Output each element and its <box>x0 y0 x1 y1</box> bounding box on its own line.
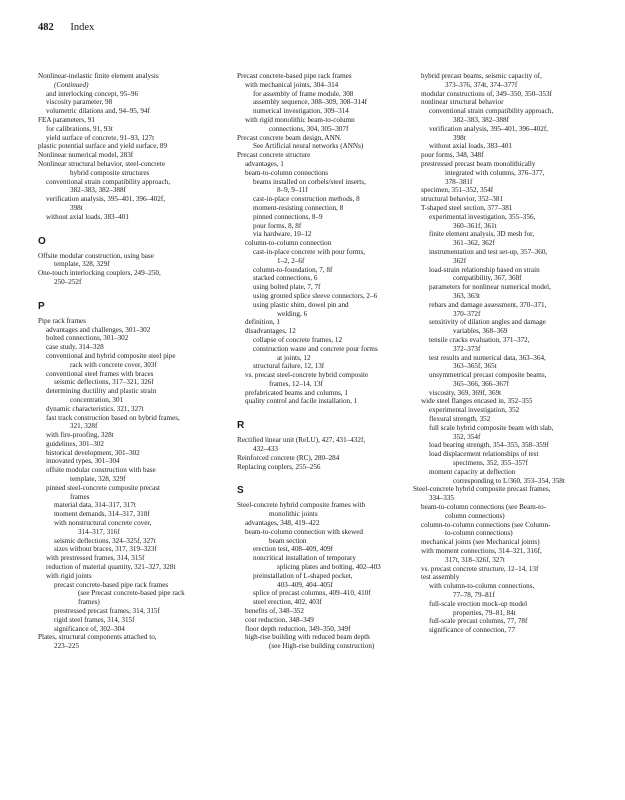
index-entry: Offsite modular construction, using base <box>38 251 154 260</box>
index-entry: splice of precast columns, 409–410, 410f <box>253 589 371 598</box>
index-entry: to-column connections) <box>445 529 513 538</box>
index-entry: 432–433 <box>253 445 278 454</box>
index-entry: construction waste and concrete pour forms <box>253 344 378 353</box>
index-entry: cast-in-place concrete with pour forms, <box>253 247 366 256</box>
page-header <box>38 22 94 33</box>
section-gap <box>237 471 413 479</box>
index-entry: beam-to-column connections <box>245 168 329 177</box>
index-entry: seismic deflections, 324–325f, 327t <box>54 536 156 545</box>
index-entry: column-to-column connections (see Column- <box>421 520 551 529</box>
index-entry: with rigid joints <box>46 571 92 580</box>
index-entry: (see High-rise building construction) <box>269 642 375 651</box>
index-entry: structural behavior, 352–381 <box>421 195 504 204</box>
index-entry: significance of, 302–304 <box>54 624 125 633</box>
index-entry: definition, 1 <box>245 318 280 327</box>
index-entry: beam-to-column connections (see Beam-to- <box>421 503 547 512</box>
index-entry: template, 328, 329f <box>54 260 110 269</box>
index-entry: pour forms, 8, 8f <box>253 221 302 230</box>
index-section-letter: O <box>38 235 46 247</box>
index-entry: 361–362, 362f <box>453 239 495 248</box>
index-entry: flexural strength, 352 <box>429 415 491 424</box>
index-entry: viscosity parameter, 98 <box>46 98 113 107</box>
index-entry: noncritical installation of temporary <box>253 554 356 563</box>
index-entry: finite element analysis, 3D mesh for, <box>429 230 535 239</box>
index-entry: Precast concrete-based pipe rack frames <box>237 72 352 80</box>
index-entry: column connections) <box>445 511 505 520</box>
index-entry: integrated with columns, 376–377, <box>445 168 545 177</box>
index-entry: conventional and hybrid composite steel pipe <box>46 351 176 360</box>
index-entry: compatibility, 367, 368f <box>453 274 522 283</box>
index-entry: 398t <box>453 133 466 142</box>
index-entry: using grouted splice sleeve connectors, 2–6 <box>253 291 378 300</box>
index-entry: high-rise building with reduced beam depth <box>245 633 370 642</box>
index-entry: sensitivity of dilation angles and damage <box>429 318 546 327</box>
index-entry: yield surface of concrete, 91–93, 127t <box>46 133 155 142</box>
index-entry: reduction of material quantity, 321–327, 328t <box>46 563 176 572</box>
index-entry: innovated types, 301–304 <box>46 457 120 466</box>
index-entry: determining ductility and plastic strain <box>46 387 157 396</box>
index-entry: guidelines, 301–302 <box>46 439 104 448</box>
index-entry: Rectified linear unit (ReLU), 427, 431–432f, <box>237 436 366 445</box>
index-entry: stacked connections, 6 <box>253 274 318 283</box>
index-entry: Precast concrete structure <box>237 151 311 160</box>
index-entry: without axial loads, 383–401 <box>429 142 512 151</box>
index-entry: Replacing couplers, 255–256 <box>237 462 321 471</box>
index-entry: frames <box>70 492 90 501</box>
index-entry: moment demands, 314–317, 318f <box>54 510 150 519</box>
index-entry: offsite modular construction with base <box>46 466 156 475</box>
index-entry: Nonlinear structural behavior, steel-concrete <box>38 159 165 168</box>
index-entry: assembly sequence, 308–309, 308–314f <box>253 98 368 107</box>
index-entry: using plastic shim, dowel pin and <box>253 300 349 309</box>
index-entry: 372–373f <box>453 344 481 353</box>
section-gap <box>38 222 214 230</box>
index-entry: properties, 79–81, 84t <box>453 608 516 617</box>
index-entry: FEA parameters, 91 <box>38 115 95 124</box>
index-entry: at joints, 12 <box>277 353 311 362</box>
index-entry: without axial loads, 383–401 <box>46 212 129 221</box>
index-entry: 382–383, 382–388f <box>70 186 126 195</box>
index-entry: cast-in-place construction methods, 8 <box>253 195 360 204</box>
index-entry: Plates, structural components attached to, <box>38 633 157 642</box>
index-entry: prefabricated beams and columns, 1 <box>245 388 348 397</box>
index-entry: advantages, 348, 419–422 <box>245 519 320 528</box>
index-entry: load-strain relationship based on strain <box>429 265 540 274</box>
index-entry: 314–317, 316f <box>78 527 120 536</box>
index-entry: (see Precast concrete-based pipe rack <box>78 589 185 598</box>
index-entry: with fire-proofing, 328t <box>46 431 114 440</box>
index-column-1 <box>38 72 214 651</box>
running-head: Index <box>70 22 95 33</box>
index-entry: hybrid precast beams, seismic capacity of, <box>421 72 542 80</box>
index-entry: splicing plates and bolting, 402–403 <box>277 563 381 572</box>
index-entry: verification analysis, 395–401, 396–402f, <box>46 195 165 204</box>
index-entry: sizes without braces, 317, 319–323f <box>54 545 157 554</box>
index-entry: with mechanical joints, 304–314 <box>245 80 339 89</box>
page-number: 482 <box>38 22 54 33</box>
index-entry: 77–78, 79–81f <box>453 591 495 600</box>
index-entry: collapse of concrete frames, 12 <box>253 335 343 344</box>
index-entry: vs. precast steel-concrete hybrid composite <box>245 371 369 380</box>
index-entry: 373–376, 374t, 374–377f <box>445 80 518 89</box>
section-gap <box>237 406 413 414</box>
index-entry: advantages, 1 <box>245 159 284 168</box>
index-entry: bolted connections, 301–302 <box>46 334 129 343</box>
index-entry: conventional steel frames with braces <box>46 369 154 378</box>
index-section-letter: R <box>237 420 245 432</box>
index-section-letter: P <box>38 300 45 312</box>
index-entry: fast track construction based on hybrid frames, <box>46 413 180 422</box>
index-entry: moment capacity at deflection <box>429 467 516 476</box>
index-entry: numerical investigation, 309–314 <box>253 107 349 116</box>
index-entry: using bolted plate, 7, 7f <box>253 283 321 292</box>
index-entry: prestressed precast frames, 314, 315f <box>54 607 160 616</box>
index-entry: concentration, 301 <box>70 395 124 404</box>
index-entry: T-shaped steel section, 377–381 <box>421 203 513 212</box>
index-entry: advantages and challenges, 301–302 <box>46 325 151 334</box>
index-entry: monolithic joints <box>269 510 318 519</box>
index-entry: experimental investigation, 355–356, <box>429 212 536 221</box>
index-entry: Nonlinear numerical model, 283f <box>38 151 134 160</box>
index-entry: 223–225 <box>54 642 79 651</box>
index-entry: 365–366, 366–367f <box>453 379 509 388</box>
index-entry: with moment connections, 314–321, 316f, <box>421 547 542 556</box>
index-entry: specimens, 352, 355–357f <box>453 459 528 468</box>
index-entry: Pipe rack frames <box>38 316 86 325</box>
index-entry: erection test, 408–409, 409f <box>253 545 333 554</box>
index-entry: benefits of, 348–352 <box>245 607 304 616</box>
index-entry: 382–383, 382–388f <box>453 115 509 124</box>
index-entry: prestressed precast beam monolithically <box>421 159 536 168</box>
index-entry: 360–361f, 361t <box>453 221 497 230</box>
index-entry: with rigid monolithic beam-to-column <box>245 115 355 124</box>
index-entry: frames) <box>78 598 100 607</box>
index-entry: vs. precast concrete structure, 12–14, 13f <box>421 564 539 573</box>
index-entry: 362f <box>453 256 467 265</box>
index-entry: beam-to-column connection with skewed <box>245 527 363 536</box>
index-entry: for calibrations, 91, 93t <box>46 124 113 133</box>
index-entry: test results and numerical data, 363–364, <box>429 353 546 362</box>
index-entry: hybrid composite structures <box>70 168 150 177</box>
index-entry: dynamic characteristics, 321, 327t <box>46 404 144 413</box>
index-entry: load displacement relationships of test <box>429 450 539 459</box>
index-entry: 363, 363t <box>453 291 480 300</box>
index-entry: template, 328, 329f <box>70 475 126 484</box>
index-entry: (Continued) <box>54 80 89 89</box>
index-entry: 403–409, 404–405f <box>277 580 333 589</box>
index-entry: nonlinear structural behavior <box>421 98 504 107</box>
index-entry: quality control and facile installation, 1 <box>245 397 358 406</box>
index-entry: Nonlinear-inelastic finite element analysis <box>38 72 159 80</box>
index-entry: full scale hybrid composite beam with slab, <box>429 423 554 432</box>
index-entry: rigid steel frames, 314, 315f <box>54 615 135 624</box>
index-entry: with column-to-column connections, <box>429 582 535 591</box>
index-entry: parameters for nonlinear numerical model, <box>429 283 551 292</box>
index-entry: One-touch interlocking couplers, 249–250, <box>38 269 161 278</box>
index-entry: modular constructions of, 349–350, 350–353f <box>421 89 552 98</box>
index-entry: connections, 304, 305–307f <box>269 124 349 133</box>
index-entry: column-to-column connection <box>245 239 332 248</box>
index-entry: moment-resisting connection, 8 <box>253 203 344 212</box>
index-entry: unsymmetrical precast composite beams, <box>429 371 547 380</box>
index-entry: 370–372f <box>453 309 481 318</box>
index-entry: pinned connections, 8–9 <box>253 212 323 221</box>
index-entry: 363–365f, 365t <box>453 362 497 371</box>
index-entry: pinned steel-concrete composite precast <box>46 483 161 492</box>
index-entry: corresponding to L/360, 353–354, 358t <box>453 476 565 485</box>
index-entry: Steel-concrete hybrid composite precast frames, <box>413 485 551 494</box>
index-entry: 317t, 318–326f, 327t <box>445 555 505 564</box>
index-entry: Reinforced concrete (RC), 280–284 <box>237 453 340 462</box>
index-entry: 352, 354f <box>453 432 481 441</box>
index-entry: beams installed on corbels/steel inserts, <box>253 177 366 186</box>
index-entry: preinstallation of L-shaped pocket, <box>253 571 353 580</box>
index-entry: 398t <box>70 203 83 212</box>
index-entry: conventional strain compatibility approach, <box>46 177 171 186</box>
index-entry: full-scale precast columns, 77, 78f <box>429 617 528 626</box>
index-entry: via hardware, 10–12 <box>253 230 312 239</box>
index-entry: 378–381f <box>445 177 473 186</box>
index-entry: floor depth reduction, 349–350, 349f <box>245 624 351 633</box>
index-entry: See Artificial neural networks (ANNs) <box>253 142 364 151</box>
index-column-3 <box>413 72 593 635</box>
index-entry: 334–335 <box>429 494 454 503</box>
section-gap <box>38 287 214 295</box>
index-entry: specimen, 351–352, 354f <box>421 186 494 195</box>
index-entry: full-scale erection mock-up model <box>429 599 528 608</box>
index-entry: tensile cracks evaluation, 371–372, <box>429 335 530 344</box>
index-entry: rebars and damage assessment, 370–371, <box>429 300 547 309</box>
index-entry: viscosity, 369, 369f, 369t <box>429 388 502 397</box>
index-entry: Steel-concrete hybrid composite frames with <box>237 501 366 510</box>
index-entry: disadvantages, 12 <box>245 327 296 336</box>
index-entry: mechanical joints (see Mechanical joints) <box>421 538 540 547</box>
index-entry: volumetric dilations and, 94–95, 94f <box>46 107 150 116</box>
index-entry: plastic potential surface and yield surface, 89 <box>38 142 168 151</box>
index-entry: case study, 314–328 <box>46 343 104 352</box>
index-entry: instrumentation and test set-up, 357–360, <box>429 247 548 256</box>
index-entry: pour forms, 348, 348f <box>421 151 484 160</box>
index-entry: conventional strain compatibility approach, <box>429 107 554 116</box>
index-entry: column-to-foundation, 7, 8f <box>253 265 333 274</box>
index-entry: rack with concrete cover, 303f <box>70 360 157 369</box>
index-entry: welding, 6 <box>277 309 308 318</box>
index-entry: frames, 12–14, 13f <box>269 379 323 388</box>
index-entry: and interlocking concept, 95–96 <box>46 89 139 98</box>
index-entry: material data, 314–317, 317t <box>54 501 136 510</box>
index-entry: 321, 328f <box>70 422 98 431</box>
index-entry: variables, 368–369 <box>453 327 508 336</box>
index-entry: wide steel flanges encased in, 352–355 <box>421 397 533 406</box>
index-entry: seismic deflections, 317–321, 326f <box>54 378 154 387</box>
index-entry: with nonstructural concrete cover, <box>54 519 152 528</box>
index-entry: 8–9, 9–11f <box>277 186 308 195</box>
index-entry: precast concrete-based pipe rack frames <box>54 580 169 589</box>
index-entry: test assembly <box>421 573 460 582</box>
index-entry: cost reduction, 348–349 <box>245 615 314 624</box>
index-column-2 <box>237 72 413 651</box>
index-entry: with prestressed frames, 314, 315f <box>46 554 145 563</box>
index-entry: verification analysis, 395–401, 396–402f, <box>429 124 548 133</box>
index-entry: structural failure, 12, 13f <box>253 362 325 371</box>
index-entry: Precast concrete beam design, ANN. <box>237 133 342 142</box>
index-entry: 1–2, 2–6f <box>277 256 305 265</box>
index-entry: for assembly of frame module, 308 <box>253 89 354 98</box>
index-entry: beam section <box>269 536 307 545</box>
index-entry: load bearing strength, 354–355, 358–359f <box>429 441 549 450</box>
index-entry: significance of connection, 77 <box>429 626 516 635</box>
index-section-letter: S <box>237 485 244 497</box>
index-entry: historical development, 301–302 <box>46 448 140 457</box>
index-entry: experimental investigation, 352 <box>429 406 520 415</box>
index-entry: steel erection, 402, 403f <box>253 598 322 607</box>
index-entry: 250–252f <box>54 277 82 286</box>
